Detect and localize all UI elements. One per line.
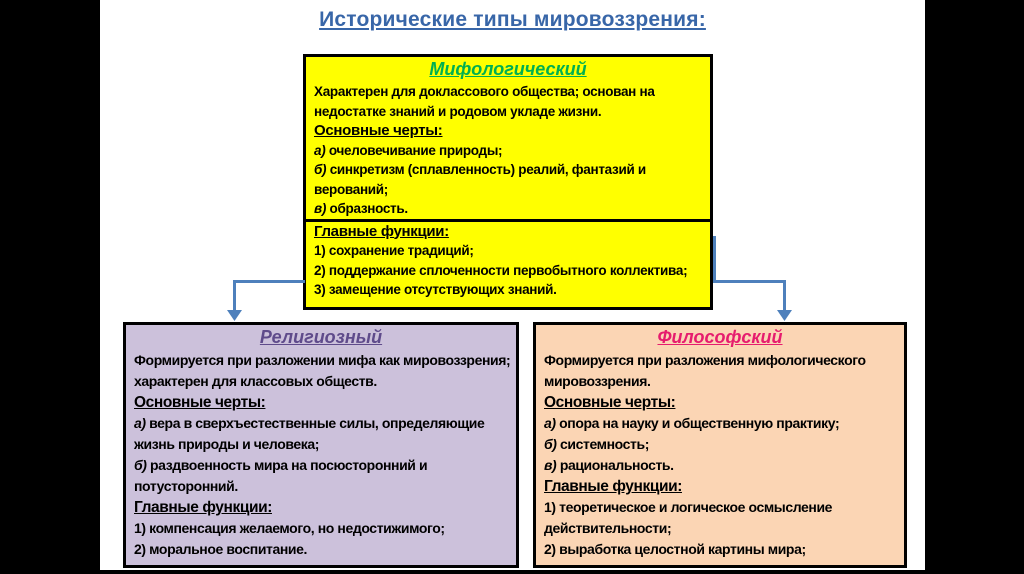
section-heading-line: Основные черты:	[314, 122, 443, 139]
text-line: а) опора на науку и общественную практику;	[544, 415, 840, 431]
text-line: б) раздвоенность мира на посюсторонний и	[134, 457, 428, 473]
text-line: 3) замещение отсутствующих знаний.	[314, 282, 557, 297]
box-religious-header: Религиозный	[259, 327, 383, 347]
text-line: мировоззрения.	[544, 373, 651, 389]
box-mythological	[303, 54, 713, 310]
box-philosophical-header: Философский	[657, 327, 783, 347]
list-marker: в)	[544, 457, 560, 473]
list-marker: а)	[134, 415, 150, 431]
text-line: б) системность;	[544, 436, 649, 452]
text-line: 2) поддержание сплоченности первобытного коллектива;	[314, 262, 688, 278]
list-marker: б)	[134, 457, 151, 473]
section-heading-line: Основные черты:	[134, 394, 266, 411]
list-marker: 1)	[134, 520, 150, 536]
text-line: верований;	[314, 181, 388, 197]
box-philosophical	[533, 322, 907, 568]
text-line: б) синкретизм (сплавленность) реалий, фантазий и	[314, 162, 646, 177]
section-heading-line: Основные черты:	[544, 394, 676, 411]
text-line: действительности;	[544, 520, 672, 536]
box-mythological-body	[314, 82, 702, 300]
section-heading-line: Главные функции:	[134, 499, 272, 516]
section-heading-line: Главные функции:	[306, 219, 710, 242]
text-line: а) очеловечивание природы;	[314, 142, 503, 158]
text-line: а) вера в сверхъестественные силы, определяющие	[134, 415, 485, 431]
text-line: Характерен для доклассового общества; основан на	[314, 84, 655, 99]
list-marker: 3)	[314, 282, 329, 297]
text-line: 1) теоретическое и логическое осмысление	[544, 499, 833, 515]
text-line: жизнь природы и человека;	[134, 436, 320, 452]
list-marker: 1)	[314, 243, 329, 258]
box-religious-body	[134, 350, 511, 560]
text-line: недостатке знаний и родовом укладе жизни.	[314, 103, 602, 119]
page-title: Исторические типы мировоззрения:	[319, 8, 706, 31]
text-line: в) образность.	[314, 201, 408, 216]
box-philosophical-body	[544, 350, 896, 560]
list-marker: 1)	[544, 499, 560, 515]
list-marker: б)	[314, 162, 330, 177]
text-line: 2) моральное воспитание.	[134, 541, 308, 557]
slide-background	[100, 0, 925, 570]
text-line: 2) выработка целостной картины мира;	[544, 541, 806, 557]
text-line: Формируется при разложения мифологического	[544, 352, 866, 368]
list-marker: а)	[314, 142, 329, 158]
list-marker: 2)	[544, 541, 560, 557]
box-religious	[123, 322, 519, 568]
text-line: характерен для классовых обществ.	[134, 373, 377, 389]
text-line: в) рациональность.	[544, 457, 674, 473]
list-marker: б)	[544, 436, 561, 452]
text-line: 1) сохранение традиций;	[314, 243, 474, 258]
box-mythological-header: Мифологический	[429, 59, 587, 79]
text-line: потусторонний.	[134, 478, 238, 494]
text-line: Формируется при разложении мифа как мировоззрения;	[134, 352, 511, 368]
list-marker: 2)	[314, 262, 329, 278]
list-marker: в)	[314, 201, 330, 216]
text-line: 1) компенсация желаемого, но недостижимого;	[134, 520, 445, 536]
section-heading-line: Главные функции:	[544, 478, 682, 495]
list-marker: 2)	[134, 541, 150, 557]
list-marker: а)	[544, 415, 560, 431]
